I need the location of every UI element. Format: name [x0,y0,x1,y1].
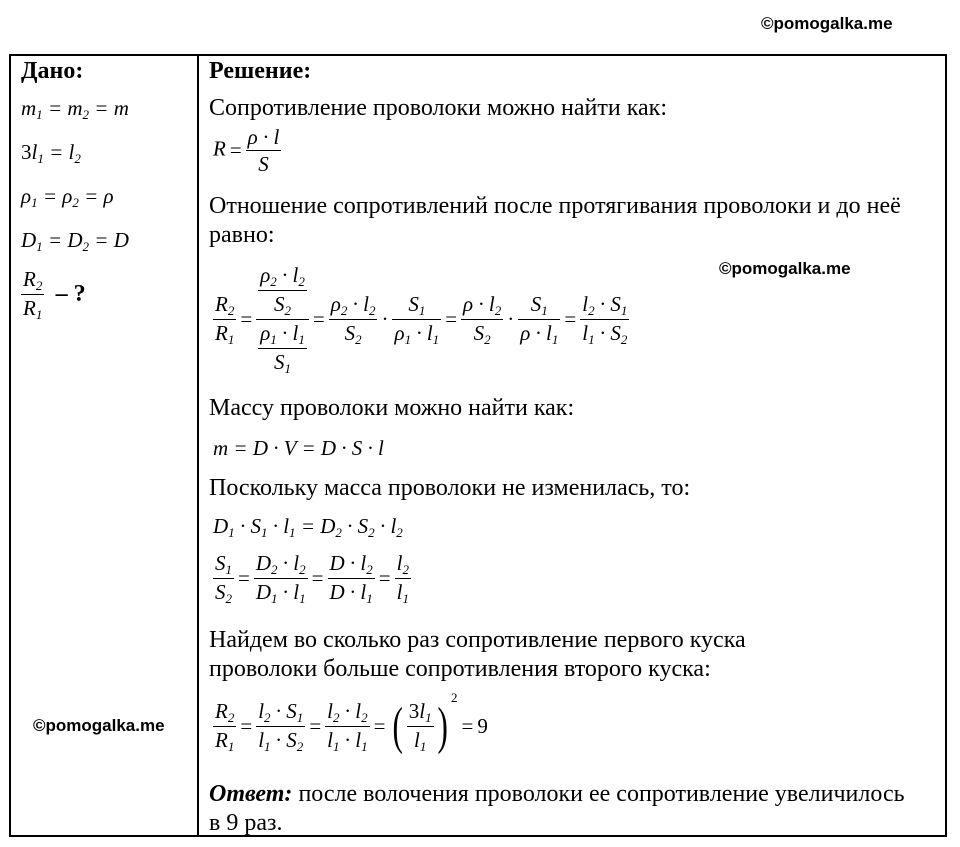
given-question-mark: – ? [55,281,86,308]
solution-p1: Сопротивление проволоки можно найти как: [209,95,667,121]
answer-text: после волочения проволоки ее сопротивление увеличилось в 9 раз. [209,781,905,836]
watermark-top: ©pomogalka.me [761,14,893,33]
watermark-left: ©pomogalka.me [33,716,165,735]
solution-table [9,54,947,837]
given-mass: $m_1 = m_2 = m$ [21,96,129,122]
formula-mass: m = D · V = D · S · l [213,436,384,460]
given-density: $D_1 = D_2 = D$ [21,228,129,254]
column-divider [197,56,199,835]
formula-mass-equality: $D_1 \cdot S_1 \cdot l_1 = D_2 \cdot S_2 \cdot l_2$ [213,514,403,540]
solution-p2: Отношение сопротивлений после протягивания проволоки и до неё равно: [209,193,901,248]
solution-p3: Массу проволоки можно найти как: [209,395,575,421]
solution-header: Решение: [209,58,312,84]
given-header: Дано: [21,58,84,84]
result-value: 9 [477,714,488,739]
given-resistivity: $\rho_1 = \rho_2 = \rho$ [21,184,114,210]
given-find: $\frac{R_2}{R_1}$ – ? [23,267,86,323]
formula-resistance: R = $\frac{\rho \cdot l}{S}$ [213,125,280,177]
given-length: $3l_1 = l_2$ [21,140,81,166]
solution-p5: Найдем во сколько раз сопротивление первого куска проволоки больше сопротивления второго куска: [209,627,746,682]
formula-final: $\frac{R_2}{R_1}$ = $\frac{l_2 \cdot S_1}{l_1 \cdot S_2}$ = $\frac{l_2 \cdot l_2}{l_1 \cdot l_1}$ = ( $\frac{3l_1}{l_1}$ )2= 9 [215,690,488,755]
formula-ratio: $\frac{R_2}{R_1}$ = $\frac{\frac{\rho_2 \cdot l_2}{S_2}}{\frac{\rho_1 \cdot l_1}{S_1}}$ = $\frac{\rho_2 \cdot l_2}{S_2}$ · $\frac{S_1}{\rho_1 \cdot l_1}$ = $\frac{\rho \cdot l_2}{S_2}$ · $\frac{S_1}{\rho \cdot l_1}$ = $\frac{l_2 \cdot S_1}{l_1 \cdot S_2}$ [215,263,628,377]
formula-area-ratio: $\frac{S_1}{S_2}$ = $\frac{D_2 \cdot l_2}{D_1 \cdot l_1}$ = $\frac{D \cdot l_2}{D \cdot l_1}$ = $\frac{l_2}{l_1}$ [215,551,409,607]
answer-label: Ответ: [209,781,293,807]
solution-p4: Поскольку масса проволоки не изменилась, то: [209,475,691,501]
watermark-middle: ©pomogalka.me [719,259,851,278]
answer [209,780,909,838]
